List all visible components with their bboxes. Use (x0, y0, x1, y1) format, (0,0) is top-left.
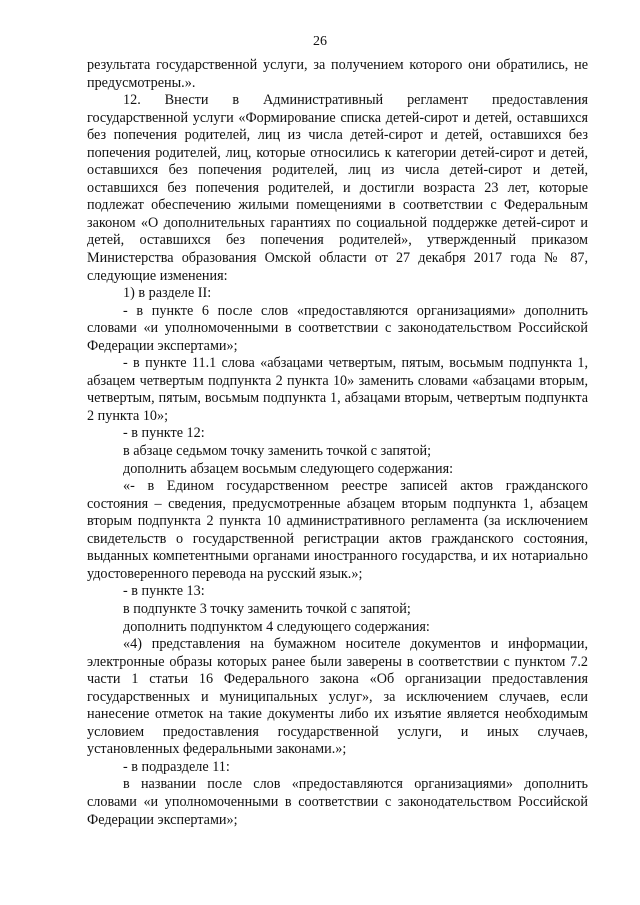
paragraph: «4) представления на бумажном носителе документов и информации, электронные образы которых ранее были заверены в соответствии с пунктом 7.2 части 1 статьи 16 Федерального закона «Об организации предоставления государственных и муниципальных услуг», за исключением случаев, если нанесение отметок на такие документы либо их изъятие является необходимым условием предоставления государственной услуги, и иных случаев, установленных федеральными законами.»; (87, 636, 588, 758)
document-body (87, 57, 588, 829)
paragraph: 1) в разделе II: (123, 285, 212, 302)
paragraph: «- в Едином государственном реестре записей актов гражданского состояния – сведения, предусмотренные абзацем вторым подпункта 1, абзацем вторым подпункта 2 пункта 10 административного регламента (за исключением свидетельств о государственной регистрации актов гражданского состояния, выданных компетентными органами иностранного государства, и их нотариально удостоверенного перевода на русский язык.»; (87, 478, 588, 582)
paragraph: в названии после слов «предоставляются организациями» дополнить словами «и уполномоченными в соответствии с законодательством Российской Федерации экспертами»; (87, 776, 588, 828)
paragraph: - в пункте 11.1 слова «абзацами четвертым, пятым, восьмым подпункта 1, абзацем четвертым подпункта 2 пункта 10» заменить словами «абзацами вторым, четвертым, пятым, восьмым подпункта 1, абзацами вторым, четвертым подпункта 2 пункта 10»; (87, 355, 588, 424)
paragraph: - в пункте 13: (123, 583, 205, 600)
paragraph: 12. Внести в Административный регламент предоставления государственной услуги «Формирование списка детей-сирот и детей, оставшихся без попечения родителей, лиц из числа детей-сирот и детей, оставшихся без попечения родителей, лиц, которые относились к категории детей-сирот и детей, оставшихся без попечения родителей, лиц из числа детей-сирот и детей, оставшихся без попечения родителей, и достигли возраста 23 лет, которые подлежат обеспечению жилыми помещениями в соответствии с Федеральным законом «О дополнительных гарантиях по социальной поддержке детей-сирот и детей, оставшихся без попечения родителей», утвержденный приказом Министерства образования Омской области от 27 декабря 2017 года № 87, следующие изменения: (87, 92, 588, 284)
paragraph: - в пункте 12: (123, 425, 205, 442)
paragraph: в подпункте 3 точку заменить точкой с запятой; (123, 600, 411, 617)
paragraph: в абзаце седьмом точку заменить точкой с запятой; (123, 443, 432, 460)
paragraph: - в пункте 6 после слов «предоставляются организациями» дополнить словами «и уполномоченными в соответствии с законодательством Российской Федерации экспертами»; (87, 302, 588, 354)
paragraph: дополнить абзацем восьмым следующего содержания: (123, 460, 454, 477)
paragraph: - в подразделе 11: (123, 758, 230, 775)
paragraph: результата государственной услуги, за получением которого они обратились, не предусмотрены.». (87, 57, 588, 91)
paragraph: дополнить подпунктом 4 следующего содержания: (123, 618, 430, 635)
page-number: 26 (313, 34, 327, 49)
